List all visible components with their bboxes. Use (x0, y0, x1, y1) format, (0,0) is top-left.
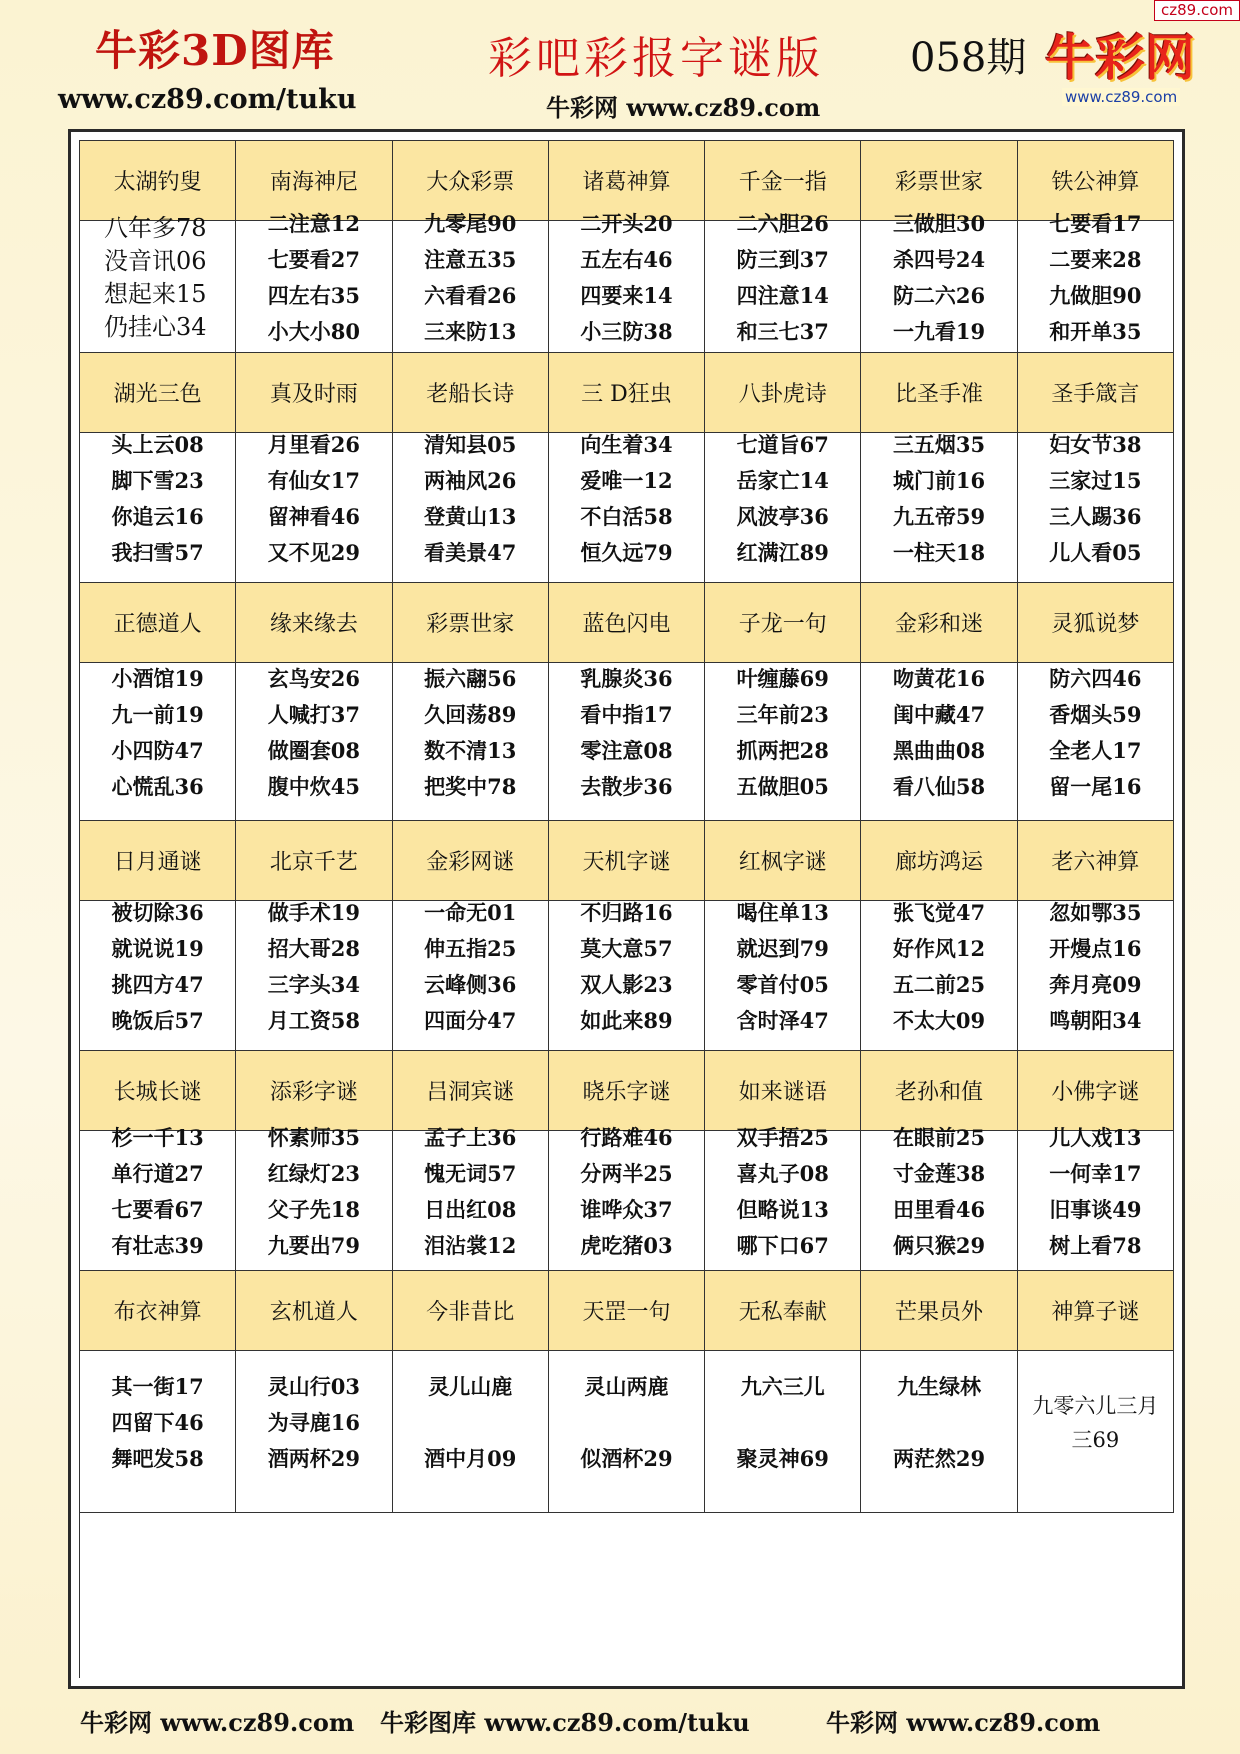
riddle-cell (549, 415, 705, 583)
column-author-header: 八卦虎诗 (705, 353, 861, 433)
riddle-line: 灵山行03 (267, 1373, 361, 1399)
riddle-line: 七道旨67 (736, 431, 829, 457)
riddle-line: 久回荡89 (424, 701, 517, 727)
column-author-header: 老六神算 (1018, 821, 1174, 901)
riddle-cell (236, 203, 392, 353)
riddle-line: 不白活58 (580, 503, 673, 529)
riddle-line: 有壮志39 (111, 1232, 204, 1258)
riddle-line: 寸金莲38 (892, 1160, 986, 1186)
column-author-header: 金彩和迷 (861, 583, 1017, 663)
riddle-line: 泪沾裳12 (424, 1232, 517, 1258)
riddle-line: 数不清13 (424, 737, 517, 763)
riddle-line: 四面分47 (424, 1007, 517, 1033)
riddle-line: 不太大09 (892, 1007, 986, 1033)
column-author-header: 彩票世家 (393, 583, 549, 663)
riddle-line: 三做胆30 (892, 210, 986, 236)
riddle-line: 小三防38 (580, 318, 673, 344)
column-author-header: 老船长诗 (393, 353, 549, 433)
riddle-line: 防三到37 (736, 246, 829, 272)
riddle-line: 九一前19 (111, 701, 204, 727)
riddle-line: 妇女节38 (1049, 431, 1142, 457)
riddle-line: 三五烟35 (892, 431, 986, 457)
riddle-line: 张飞觉47 (892, 899, 986, 925)
riddle-line: 两茫然29 (892, 1445, 986, 1471)
riddle-cell (549, 883, 705, 1051)
riddle-cell (1018, 203, 1174, 353)
riddle-line: 零注意08 (580, 737, 673, 763)
riddle-line: 喜丸子08 (736, 1160, 829, 1186)
column-author-header: 芒果员外 (861, 1271, 1017, 1351)
riddle-line: 玄鸟安26 (267, 665, 361, 691)
column-author-header: 圣手箴言 (1018, 353, 1174, 433)
riddle-line: 舞吧发58 (111, 1445, 204, 1471)
riddle-line: 六看看26 (424, 282, 517, 308)
riddle-line: 没音讯06 (104, 246, 207, 275)
riddle-line: 树上看78 (1049, 1232, 1142, 1258)
riddle-line: 三字头34 (267, 971, 361, 997)
riddle-line: 被切除36 (111, 899, 204, 925)
riddle-line: 双人影23 (580, 971, 673, 997)
riddle-cell (393, 645, 549, 821)
riddle-line: 儿人看05 (1049, 539, 1142, 565)
riddle-cell (80, 883, 236, 1051)
riddle-line: 月工资58 (267, 1007, 361, 1033)
riddle-cell (549, 1333, 705, 1513)
riddle-cell (1018, 1333, 1174, 1513)
riddle-line: 酒中月09 (424, 1445, 517, 1471)
riddle-line: 和开单35 (1049, 318, 1142, 344)
column-author-header: 长城长谜 (80, 1051, 236, 1131)
riddle-cell (549, 1113, 705, 1271)
riddle-line: 二六胆26 (736, 210, 829, 236)
riddle-line: 为寻鹿16 (267, 1409, 361, 1435)
riddle-line: 开熳点16 (1049, 935, 1142, 961)
column-author-header: 布衣神算 (80, 1271, 236, 1351)
riddle-line: 五做胆05 (736, 773, 829, 799)
riddle-cell (861, 883, 1017, 1051)
riddle-cell (393, 203, 549, 353)
riddle-cell (236, 1333, 392, 1513)
riddle-line: 香烟头59 (1049, 701, 1142, 727)
riddle-line: 注意五35 (424, 246, 517, 272)
riddle-cell (705, 1333, 861, 1513)
riddle-line: 聚灵神69 (736, 1445, 829, 1471)
riddle-cell (1018, 1113, 1174, 1271)
riddle-cell (393, 883, 549, 1051)
riddle-line: 九要出79 (267, 1232, 361, 1258)
riddle-cell (705, 203, 861, 353)
footer-link-middle[interactable]: 牛彩图库 www.cz89.com/tuku (380, 1708, 750, 1737)
riddle-line: 就说说19 (111, 935, 204, 961)
riddle-line: 愧无词57 (424, 1160, 517, 1186)
riddle-line: 看中指17 (580, 701, 673, 727)
riddle-line: 九零六儿三月 (1032, 1393, 1159, 1418)
column-author-header: 添彩字谜 (236, 1051, 392, 1131)
riddle-line: 杉一千13 (111, 1124, 204, 1150)
riddle-cell (393, 415, 549, 583)
site-title: 牛彩3D图库 (95, 26, 335, 75)
riddle-line: 一何幸17 (1049, 1160, 1142, 1186)
riddle-line: 七要看27 (267, 246, 361, 272)
riddle-line: 谁哗众37 (580, 1196, 673, 1222)
footer-link-left[interactable]: 牛彩网 www.cz89.com (80, 1708, 355, 1737)
riddle-line: 三年前23 (736, 701, 829, 727)
riddle-line: 看八仙58 (892, 773, 986, 799)
riddle-cell (549, 203, 705, 353)
riddle-line: 抓两把28 (736, 737, 829, 763)
column-author-header: 无私奉献 (705, 1271, 861, 1351)
riddle-line: 一柱天18 (892, 539, 986, 565)
riddle-line: 你追云16 (111, 503, 204, 529)
riddle-cell (80, 645, 236, 821)
column-author-header: 千金一指 (705, 141, 861, 221)
column-author-header: 天罡一句 (549, 1271, 705, 1351)
riddle-line: 仍挂心34 (104, 312, 207, 341)
riddle-line: 杀四号24 (892, 246, 986, 272)
riddle-cell (705, 883, 861, 1051)
riddle-line: 不归路16 (580, 899, 673, 925)
brand-logo (1044, 18, 1196, 114)
riddle-line: 单行道27 (111, 1160, 204, 1186)
riddle-line: 闺中藏47 (892, 701, 986, 727)
riddle-line: 父子先18 (267, 1196, 361, 1222)
riddle-line: 其一街17 (111, 1373, 204, 1399)
riddle-line: 把奖中78 (424, 773, 517, 799)
riddle-line: 喝住单13 (736, 899, 829, 925)
riddle-line: 黑曲曲08 (892, 737, 986, 763)
riddle-line: 四留下46 (111, 1409, 204, 1435)
column-author-header: 子龙一句 (705, 583, 861, 663)
riddle-line: 小大小80 (267, 318, 361, 344)
riddle-line: 招大哥28 (267, 935, 361, 961)
riddle-cell (861, 203, 1017, 353)
riddle-line: 一命无01 (424, 899, 517, 925)
riddle-line: 孟子上36 (424, 1124, 517, 1150)
riddle-line: 振六翮56 (424, 665, 517, 691)
issue-number: 058期 (910, 35, 1027, 81)
column-author-header: 金彩网谜 (393, 821, 549, 901)
footer-link-right[interactable]: 牛彩网 www.cz89.com (826, 1708, 1101, 1737)
riddle-line: 九生绿林 (897, 1373, 982, 1399)
column-author-header: 蓝色闪电 (549, 583, 705, 663)
riddle-line: 九零尾90 (424, 210, 517, 236)
column-author-header: 吕洞宾谜 (393, 1051, 549, 1131)
riddle-line: 三人踢36 (1049, 503, 1142, 529)
riddle-line: 五左右46 (580, 246, 673, 272)
riddle-line: 鸣朝阳34 (1049, 1007, 1142, 1033)
riddle-line: 在眼前25 (892, 1124, 986, 1150)
riddle-line: 心慌乱36 (111, 773, 204, 799)
column-author-header: 铁公神算 (1018, 141, 1174, 221)
riddle-cell (393, 1113, 549, 1271)
column-author-header: 缘来缘去 (236, 583, 392, 663)
riddle-line: 分两半25 (580, 1160, 673, 1186)
riddle-line: 三家过15 (1049, 467, 1142, 493)
riddle-cell (80, 1113, 236, 1271)
riddle-cell (861, 1333, 1017, 1513)
riddle-line: 想起来15 (104, 279, 207, 308)
riddle-line: 四要来14 (580, 282, 673, 308)
column-author-header: 北京千艺 (236, 821, 392, 901)
riddle-cell (861, 1113, 1017, 1271)
riddle-line: 爱唯一12 (580, 467, 673, 493)
riddle-line: 日出红08 (424, 1196, 517, 1222)
riddle-line: 头上云08 (111, 431, 204, 457)
column-author-header: 三 D狂虫 (549, 353, 705, 433)
column-author-header: 正德道人 (80, 583, 236, 663)
riddle-grid (79, 140, 1174, 1678)
riddle-line: 小四防47 (111, 737, 204, 763)
riddle-line: 和三七37 (736, 318, 829, 344)
column-author-header: 灵狐说梦 (1018, 583, 1174, 663)
site-url[interactable]: www.cz89.com/tuku (58, 84, 357, 115)
riddle-line: 人喊打37 (267, 701, 361, 727)
riddle-line: 好作风12 (892, 935, 986, 961)
riddle-line: 晚饭后57 (111, 1007, 204, 1033)
riddle-line: 做圈套08 (267, 737, 361, 763)
column-author-header: 晓乐字谜 (549, 1051, 705, 1131)
riddle-line: 向生着34 (580, 431, 673, 457)
riddle-line: 九做胆90 (1049, 282, 1142, 308)
riddle-cell (861, 415, 1017, 583)
riddle-line: 五二前25 (892, 971, 986, 997)
riddle-line: 莫大意57 (580, 935, 673, 961)
riddle-cell (1018, 883, 1174, 1051)
column-author-header: 诸葛神算 (549, 141, 705, 221)
logo-text: 牛彩网 (1045, 29, 1195, 87)
riddle-line: 奔月亮09 (1049, 971, 1142, 997)
riddle-line: 虎吃猪03 (580, 1232, 673, 1258)
riddle-line: 吻黄花16 (892, 665, 986, 691)
riddle-cell (236, 1113, 392, 1271)
riddle-line: 乳腺炎36 (580, 665, 673, 691)
riddle-line: 但略说13 (736, 1196, 829, 1222)
column-author-header: 神算子谜 (1018, 1271, 1174, 1351)
riddle-line: 岳家亡14 (736, 467, 829, 493)
riddle-line: 城门前16 (892, 467, 986, 493)
riddle-line: 留一尾16 (1049, 773, 1142, 799)
riddle-line: 酒两杯29 (267, 1445, 361, 1471)
column-author-header: 如来谜语 (705, 1051, 861, 1131)
riddle-line: 田里看46 (892, 1196, 986, 1222)
riddle-line: 二要来28 (1049, 246, 1142, 272)
column-author-header: 玄机道人 (236, 1271, 392, 1351)
page-footer (0, 1703, 1240, 1743)
sub-url[interactable]: 牛彩网 www.cz89.com (546, 93, 821, 122)
column-author-header: 日月通谜 (80, 821, 236, 901)
riddle-line: 九六三儿 (740, 1373, 825, 1399)
column-author-header: 真及时雨 (236, 353, 392, 433)
riddle-line: 防二六26 (892, 282, 986, 308)
riddle-line: 似酒杯29 (580, 1445, 673, 1471)
column-author-header: 红枫字谜 (705, 821, 861, 901)
riddle-line: 九五帝59 (892, 503, 986, 529)
riddle-line: 儿人戏13 (1049, 1124, 1142, 1150)
riddle-line: 红绿灯23 (267, 1160, 361, 1186)
column-author-header: 大众彩票 (393, 141, 549, 221)
riddle-line: 登黄山13 (424, 503, 517, 529)
riddle-line: 四注意14 (736, 282, 829, 308)
column-author-header: 湖光三色 (80, 353, 236, 433)
riddle-cell (705, 645, 861, 821)
corner-url[interactable]: cz89.com (1154, 0, 1240, 21)
riddle-line: 三69 (1071, 1427, 1120, 1452)
riddle-line: 有仙女17 (267, 467, 361, 493)
column-author-header: 小佛字谜 (1018, 1051, 1174, 1131)
riddle-cell (393, 1333, 549, 1513)
column-author-header: 老孙和值 (861, 1051, 1017, 1131)
riddle-line: 一九看19 (892, 318, 986, 344)
page-header (0, 0, 1240, 125)
riddle-line: 零首付05 (736, 971, 829, 997)
riddle-line: 挑四方47 (111, 971, 204, 997)
riddle-line: 恒久远79 (580, 539, 673, 565)
riddle-line: 清知县05 (424, 431, 517, 457)
riddle-line: 防六四46 (1049, 665, 1142, 691)
logo-url: www.cz89.com (1062, 88, 1180, 106)
riddle-line: 俩只猴29 (892, 1232, 986, 1258)
riddle-line: 七要看67 (111, 1196, 204, 1222)
riddle-line: 月里看26 (267, 431, 361, 457)
riddle-line: 又不见29 (267, 539, 361, 565)
riddle-line: 七要看17 (1049, 210, 1142, 236)
riddle-line: 旧事谈49 (1049, 1196, 1142, 1222)
column-author-header: 南海神尼 (236, 141, 392, 221)
riddle-cell (549, 645, 705, 821)
riddle-line: 怀素师35 (267, 1124, 361, 1150)
riddle-line: 如此来89 (580, 1007, 673, 1033)
riddle-cell (236, 415, 392, 583)
riddle-line: 云峰侧36 (424, 971, 517, 997)
riddle-line: 行路难46 (580, 1124, 673, 1150)
riddle-cell (236, 645, 392, 821)
riddle-line: 二注意12 (267, 210, 361, 236)
riddle-cell (1018, 415, 1174, 583)
riddle-line: 两袖风26 (424, 467, 517, 493)
riddle-line: 做手术19 (267, 899, 361, 925)
riddle-line: 留神看46 (267, 503, 361, 529)
riddle-line: 哪下口67 (736, 1232, 829, 1258)
column-author-header: 彩票世家 (861, 141, 1017, 221)
riddle-line: 二开头20 (580, 210, 673, 236)
column-author-header: 今非昔比 (393, 1271, 549, 1351)
riddle-line: 去散步36 (580, 773, 673, 799)
riddle-line: 红满江89 (736, 539, 829, 565)
riddle-line: 全老人17 (1049, 737, 1142, 763)
riddle-cell (705, 415, 861, 583)
column-author-header: 廊坊鸿运 (861, 821, 1017, 901)
riddle-line: 叶缠藤69 (736, 665, 829, 691)
column-author-header: 太湖钓叟 (80, 141, 236, 221)
riddle-line: 八年多78 (104, 213, 207, 242)
riddle-cell (80, 1333, 236, 1513)
riddle-cell (80, 415, 236, 583)
riddle-line: 双手捂25 (736, 1124, 829, 1150)
riddle-line: 小酒馆19 (111, 665, 204, 691)
riddle-cell (1018, 645, 1174, 821)
riddle-line: 风波亭36 (736, 503, 829, 529)
riddle-line: 看美景47 (424, 539, 517, 565)
riddle-cell (80, 203, 236, 353)
riddle-line: 就迟到79 (736, 935, 829, 961)
riddle-line: 我扫雪57 (111, 539, 204, 565)
riddle-board (68, 129, 1185, 1689)
riddle-line: 忽如鄂35 (1049, 899, 1142, 925)
riddle-line: 四左右35 (267, 282, 361, 308)
riddle-cell (861, 645, 1017, 821)
column-author-header: 比圣手准 (861, 353, 1017, 433)
riddle-line: 伸五指25 (424, 935, 517, 961)
riddle-cell (705, 1113, 861, 1271)
column-author-header: 天机字谜 (549, 821, 705, 901)
riddle-line: 腹中炊45 (267, 773, 361, 799)
banner-title: 彩吧彩报字谜版 (488, 33, 824, 84)
riddle-line: 灵儿山鹿 (428, 1373, 513, 1399)
riddle-line: 灵山两鹿 (584, 1373, 669, 1399)
riddle-line: 脚下雪23 (111, 467, 204, 493)
riddle-cell (236, 883, 392, 1051)
riddle-line: 含时泽47 (736, 1007, 829, 1033)
riddle-line: 三来防13 (424, 318, 517, 344)
